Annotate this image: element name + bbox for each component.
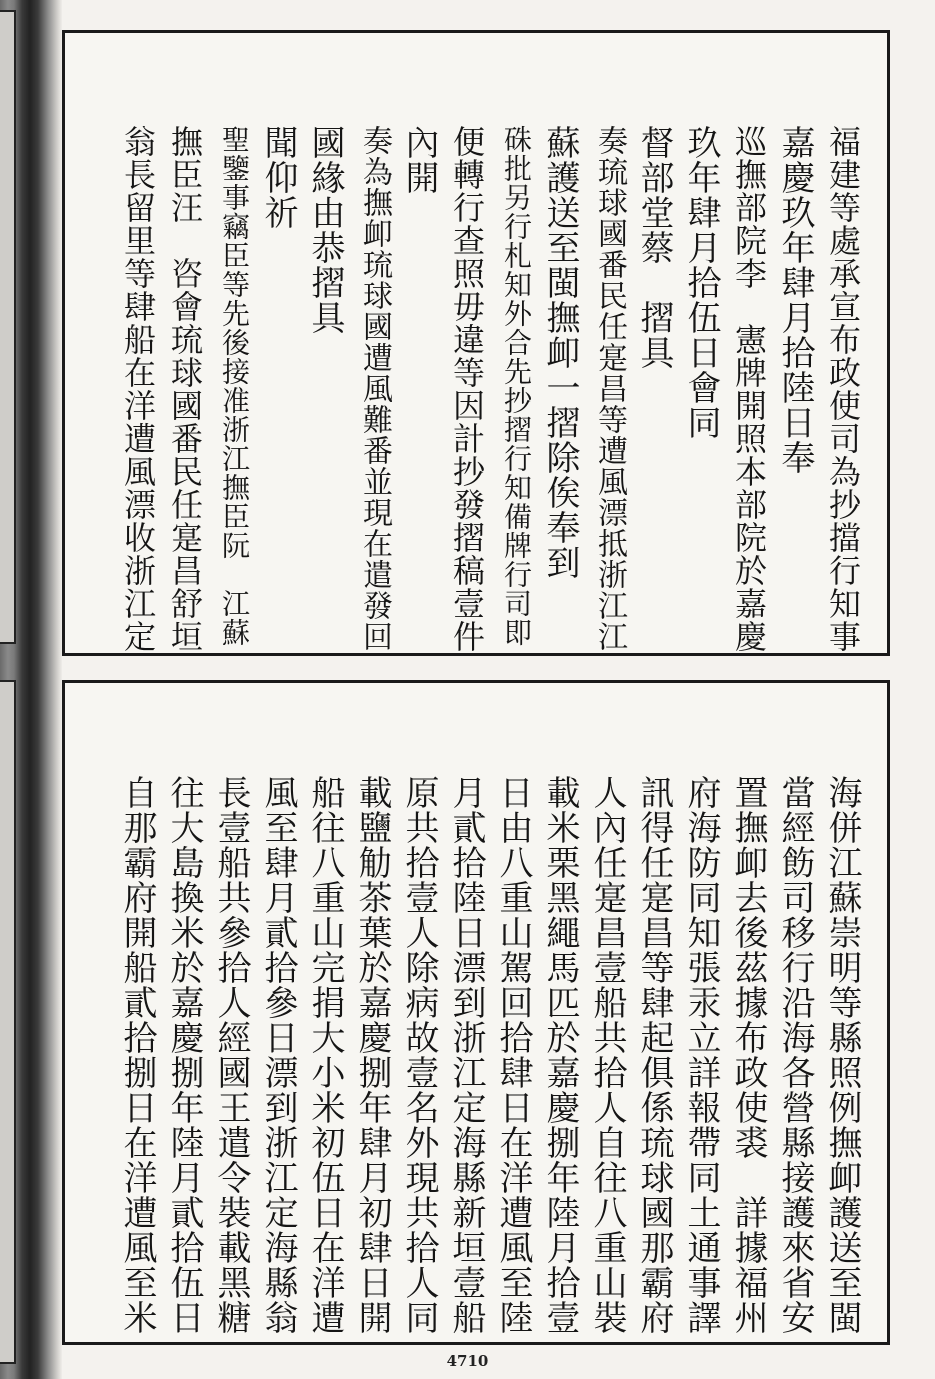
text-column: 往大島換米於嘉慶捌年陸月貳拾伍日 xyxy=(164,775,204,1335)
text-column: 便轉行查照毋違等因計抄發摺稿壹件 xyxy=(448,125,486,653)
text-column: 硃批另行札知外合先抄摺行知備牌行司即 xyxy=(500,125,533,647)
text-column: 訊得任寔昌等肆起俱係琉球國那霸府 xyxy=(634,775,674,1335)
text-column: 翁長留里等肆船在洋遭風漂收浙江定 xyxy=(119,125,157,653)
facing-page-edge xyxy=(0,10,16,644)
text-column: 奏為撫卹琉球國遭風難番並現在遣發回 xyxy=(357,125,392,652)
text-column: 載鹽觔茶葉於嘉慶捌年肆月初肆日開 xyxy=(352,775,392,1335)
bottom-text-columns xyxy=(65,683,887,1342)
text-column: 內開 xyxy=(399,125,439,195)
text-column: 福建等處承宣布政使司為抄擋行知事 xyxy=(824,125,862,653)
text-column: 自那霸府開船貳拾捌日在洋遭風至米 xyxy=(117,775,157,1335)
text-column: 船往八重山完捐大小米初伍日在洋遭 xyxy=(305,775,345,1335)
text-column: 人內任寔昌壹船共拾人自往八重山裝 xyxy=(587,775,627,1335)
text-column: 日由八重山駕回拾肆日在洋遭風至陸 xyxy=(493,775,533,1335)
text-column: 海併江蘇崇明等縣照例撫卹護送至閩 xyxy=(822,775,862,1335)
text-column: 府海防同知張汞立詳報帶同土通事譯 xyxy=(681,775,721,1335)
text-column: 月貳拾陸日漂到浙江定海縣新垣壹船 xyxy=(446,775,486,1335)
text-column: 聖鑒事竊臣等先後接准浙江撫臣阮 江蘇 xyxy=(218,125,251,647)
text-column: 國緣由恭摺具 xyxy=(305,125,345,335)
text-column: 載米栗黑繩馬匹於嘉慶捌年陸月拾壹 xyxy=(540,775,580,1335)
page-number: 4710 xyxy=(446,1352,489,1370)
top-document-panel xyxy=(62,30,890,656)
bottom-document-panel xyxy=(62,680,890,1345)
text-column: 蘇護送至閩撫卹一摺除俟奉到 xyxy=(540,125,580,580)
text-column: 撫臣汪 咨會琉球國番民任寔昌舒垣 xyxy=(166,125,204,653)
text-column: 風至肆月貳拾參日漂到浙江定海縣翁 xyxy=(258,775,298,1335)
text-column: 玖年肆月拾伍日會同 xyxy=(681,125,721,440)
text-column: 長壹船共參拾人經國王遣令裝載黑糖 xyxy=(211,775,251,1335)
text-column: 原共拾壹人除病故壹名外現共拾人同 xyxy=(399,775,439,1335)
text-column: 聞仰祈 xyxy=(258,125,298,230)
text-column: 置撫卹去後茲據布政使裘 詳據福州 xyxy=(728,775,768,1335)
top-text-columns xyxy=(65,33,887,653)
facing-page-edge xyxy=(0,680,16,1364)
text-column: 督部堂蔡 摺具 xyxy=(634,125,674,370)
text-column: 奏琉球國番民任寔昌等遭風漂抵浙江江 xyxy=(592,125,627,652)
text-column: 巡撫部院李 憲牌開照本部院於嘉慶 xyxy=(730,125,768,653)
text-column: 當經飭司移行沿海各營縣接護來省安 xyxy=(775,775,815,1335)
text-column: 嘉慶玖年肆月拾陸日奉 xyxy=(775,125,815,475)
